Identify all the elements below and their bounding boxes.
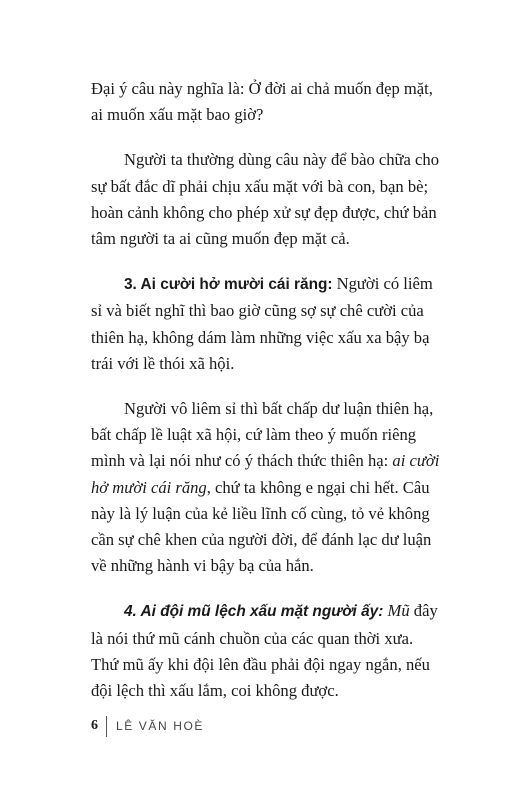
proverb-heading-3: 3. Ai cười hở mười cái răng: (124, 276, 333, 294)
footer-divider (106, 716, 107, 737)
paragraph-text: đây là nói thứ mũ cánh chuồn của các quan thời xưa. Thứ mũ ấy khi đội lên đầu phải đội ngay ngắn, nếu đội lệch thì xấu lắm, coi không được. (91, 601, 438, 701)
paragraph (91, 396, 443, 579)
page-body (91, 76, 443, 723)
paragraph-text: Người vô liêm sỉ thì bất chấp dư luận thiên hạ, bất chấp lề luật xã hội, cứ làm theo ý muốn riêng mình và lại nói như có ý thách thức thiên hạ: (91, 399, 434, 471)
page-footer (91, 715, 204, 737)
paragraph-text: Đại ý câu này nghĩa là: Ở đời ai chả muốn đẹp mặt, ai muốn xấu mặt bao giờ? (91, 79, 433, 125)
paragraph-text: Người ta thường dùng câu này để bào chữa cho sự bất đắc dĩ phải chịu xấu mặt với bà con, bạn bè; hoàn cảnh không cho phép xử sự đẹp được, chứ bản tâm người ta ai cũng muốn đẹp mặt cả. (91, 150, 440, 249)
paragraph-text: , chứ ta không e ngại chi hết. Câu này là lý luận của kẻ liều lĩnh cố cùng, tỏ vẻ không cần sự chê khen của người đời, để đánh lạc dư luận về những hành vi bậy bạ của hắn. (91, 477, 432, 576)
page-number: 6 (91, 718, 98, 733)
paragraph (91, 271, 443, 377)
paragraph-text: Người có liêm sỉ và biết nghĩ thì bao giờ cũng sợ sự chê cười của thiên hạ, không dám làm những việc xấu xa bậy bạ trái với lề thói xã hội. (91, 274, 433, 373)
author-name: LÊ VĂN HOÈ (116, 719, 205, 733)
proverb-heading-4: 4. Ai đội mũ lệch xấu mặt người ấy: (124, 603, 384, 621)
paragraph (91, 598, 443, 704)
paragraph (91, 76, 443, 128)
italic-term: Mũ (383, 601, 410, 621)
paragraph (91, 147, 443, 252)
italic-quote: ai cười hở mười cái răng (91, 451, 440, 497)
